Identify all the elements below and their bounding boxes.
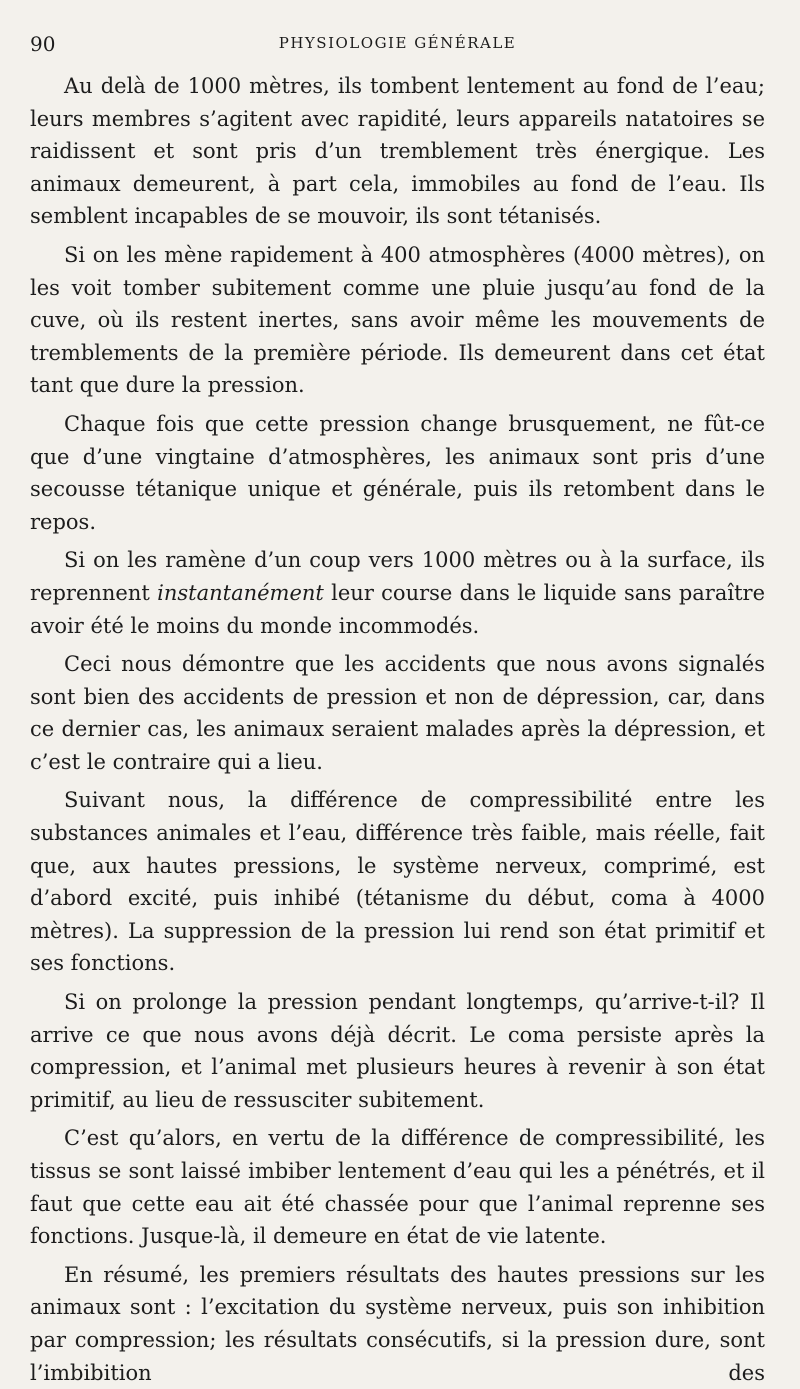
running-title: PHYSIOLOGIE GÉNÉRALE (278, 34, 517, 52)
paragraph-6: Suivant nous, la différence de compressibilité entre les substances animales et l’eau, différence très faible, mais réelle, fait que, aux hautes pressions, le système nerveux, comprimé, est d’abord excité, puis inhibé (tétanisme du début, coma à 4000 mètres). La suppression de la pression lui rend son état primitif et ses fonctions. (30, 788, 765, 976)
paragraph-1: Au delà de 1000 mètres, ils tombent lentement au fond de l’eau; leurs membres s’agitent avec rapidité, leurs appareils natatoires se raidissent et sont pris d’un tremblement très énergique. Les animaux demeurent, à part cela, immobiles au fond de l’eau. Ils semblent incapables de se mouvoir, ils sont tétanisés. (30, 74, 765, 229)
paragraph-3: Chaque fois que cette pression change brusquement, ne fût-ce que d’une vingtaine d’atmosphères, les animaux sont pris d’une secousse tétanique unique et générale, puis ils retombent dans le repos. (30, 411, 765, 534)
paragraph-2: Si on les mène rapidement à 400 atmosphères (4000 mètres), on les voit tomber subitement comme une pluie jusqu’au fond de la cuve, où ils restent inertes, sans avoir même les mouvements de tremblements de la première période. Ils demeurent dans cet état tant que dure la pression. (30, 242, 765, 398)
paragraph-9: En résumé, les premiers résultats des hautes pressions sur les animaux sont : l’excitation du système nerveux, puis son inhibition par compression; les résultats consécutifs, si la pression dure, sont l’imbibition des (30, 1262, 765, 1385)
paragraph-8: C’est qu’alors, en vertu de la différence de compressibilité, les tissus se sont laissé imbiber lentement d’eau qui les a pénétrés, et il faut que cette eau ait été chassée pour que l’animal reprenne ses fonctions. Jusque-là, il demeure en état de vie latente. (30, 1126, 765, 1249)
paragraph-5: Ceci nous démontre que les accidents que nous avons signalés sont bien des accidents de pression et non de dépression, car, dans ce dernier cas, les animaux seraient malades après la dépression, et c’est le contraire qui a lieu. (30, 652, 765, 774)
paragraph-4 (30, 544, 765, 642)
page (30, 32, 765, 1389)
paragraph-4-after: leur course dans le liquide sans paraître avoir été le moins du monde incommodés. (30, 580, 765, 638)
body-text (30, 70, 765, 1389)
page-number: 90 (30, 32, 56, 56)
paragraph-4-before: Si on les ramène d’un coup vers 1000 mètres ou à la surface, ils reprennent (30, 548, 765, 605)
emphasis-instantanement: instantanément (157, 580, 324, 605)
paragraph-7: Si on prolonge la pression pendant longtemps, qu’arrive-t-il? Il arrive ce que nous avons déjà décrit. Le coma persiste après la compression, et l’animal met plusieurs heures à revenir à son état primitif, au lieu de ressusciter subitement. (30, 990, 765, 1112)
running-head (30, 32, 765, 64)
